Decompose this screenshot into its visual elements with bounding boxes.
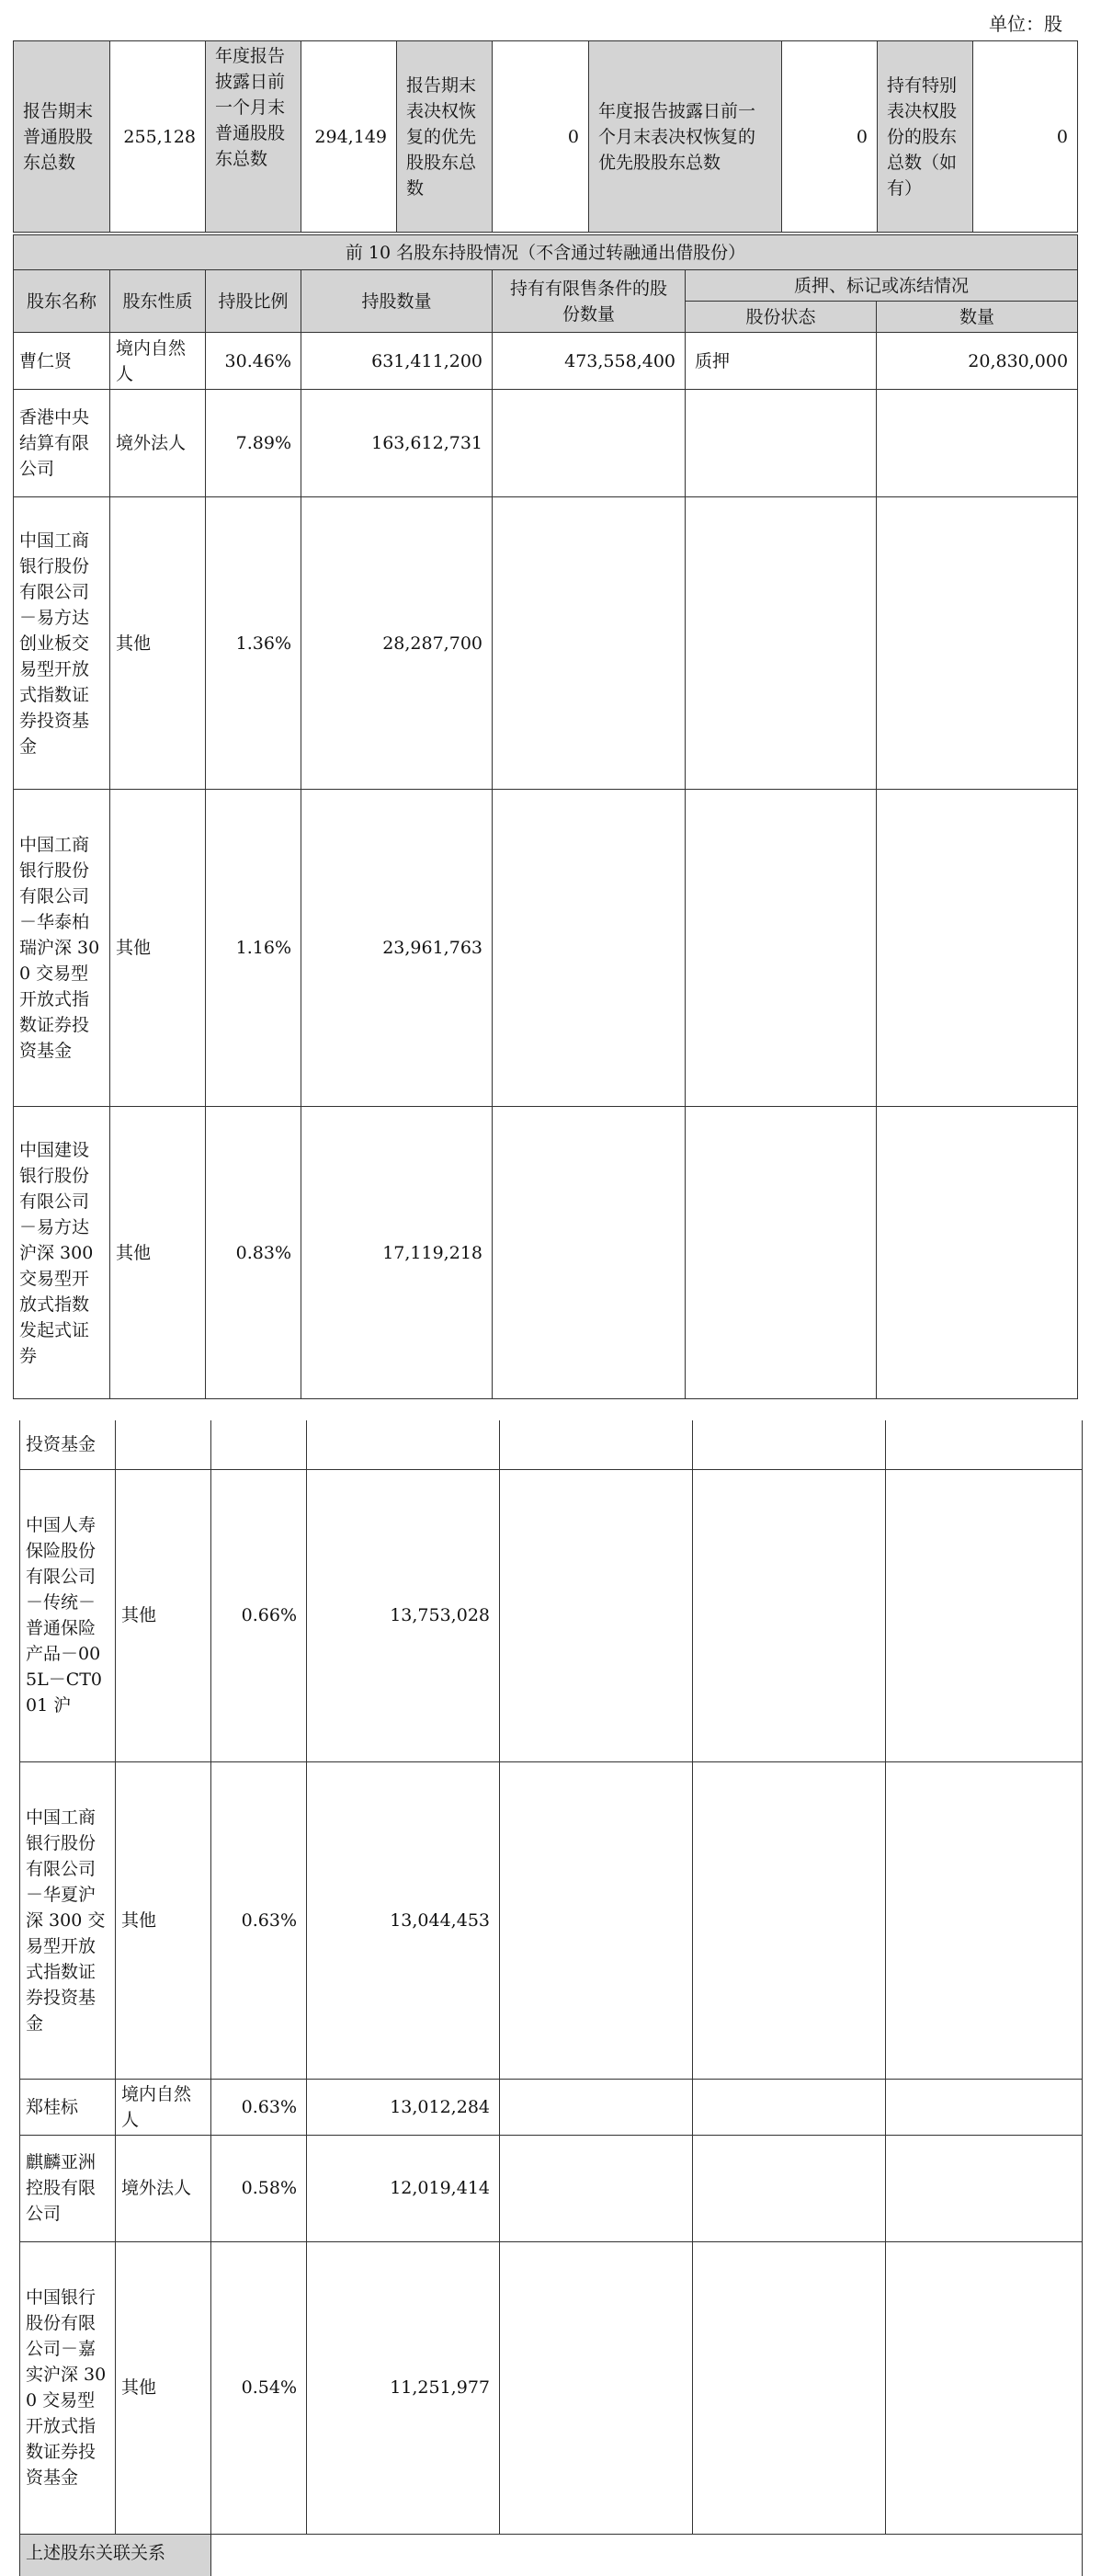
table-row (14, 790, 1078, 1107)
cell-pledge-status (693, 1420, 886, 1469)
cell-quantity: 11,251,977 (307, 2241, 500, 2534)
cell-ratio (211, 1420, 307, 1469)
cell-nature: 其他 (116, 1761, 211, 2079)
table-row (20, 1761, 1083, 2079)
cell-name: 郑桂标 (20, 2079, 116, 2135)
cell-pledge-status (693, 1469, 886, 1761)
cell-nature: 其他 (110, 497, 206, 790)
summary-value-preferred-restored: 0 (493, 41, 589, 233)
cell-quantity (307, 1420, 500, 1469)
cell-ratio: 1.16% (206, 790, 301, 1107)
summary-value-preferred-restored-prior-month: 0 (782, 41, 878, 233)
cell-related-party-value (211, 2534, 1083, 2576)
cell-nature: 其他 (116, 1469, 211, 1761)
cell-name: 曹仁贤 (14, 333, 110, 390)
header-quantity: 持股数量 (301, 270, 493, 333)
header-nature: 股东性质 (110, 270, 206, 333)
cell-pledge-quantity (886, 2079, 1083, 2135)
cell-ratio: 7.89% (206, 390, 301, 497)
cell-name: 中国人寿保险股份有限公司－传统－普通保险产品－005L－CT001 沪 (20, 1469, 116, 1761)
summary-value-special-voting: 0 (973, 41, 1078, 233)
cell-pledge-quantity (877, 790, 1078, 1107)
cell-ratio: 0.66% (211, 1469, 307, 1761)
cell-name: 中国银行股份有限公司－嘉实沪深 300 交易型开放式指数证券投资基金 (20, 2241, 116, 2534)
cell-restricted (500, 2135, 693, 2241)
header-ratio: 持股比例 (206, 270, 301, 333)
cell-ratio: 1.36% (206, 497, 301, 790)
cell-pledge-quantity (886, 1420, 1083, 1469)
table-row (20, 2534, 1083, 2576)
cell-pledge-quantity (877, 497, 1078, 790)
table-row (20, 2135, 1083, 2241)
cell-quantity: 13,753,028 (307, 1469, 500, 1761)
header-restricted: 持有有限售条件的股份数量 (493, 270, 686, 333)
cell-ratio: 0.83% (206, 1107, 301, 1399)
table-row (14, 497, 1078, 790)
cell-pledge-quantity (886, 2135, 1083, 2241)
cell-quantity: 23,961,763 (301, 790, 493, 1107)
cell-name: 中国工商银行股份有限公司－华夏沪深 300 交易型开放式指数证券投资基金 (20, 1761, 116, 2079)
cell-pledge-status (686, 390, 877, 497)
cell-ratio: 0.63% (211, 1761, 307, 2079)
cell-quantity: 163,612,731 (301, 390, 493, 497)
top-shareholders-table (13, 234, 1078, 1399)
cell-restricted (500, 1420, 693, 1469)
summary-value-common-holders: 255,128 (110, 41, 206, 233)
cell-nature (116, 1420, 211, 1469)
cell-nature: 其他 (110, 790, 206, 1107)
cell-name-continued: 投资基金 (20, 1420, 116, 1469)
cell-nature: 其他 (116, 2241, 211, 2534)
table-row (20, 1420, 1083, 1469)
cell-pledge-quantity (886, 1761, 1083, 2079)
cell-pledge-quantity (886, 1469, 1083, 1761)
shareholder-summary-table (13, 40, 1078, 233)
cell-quantity: 28,287,700 (301, 497, 493, 790)
cell-ratio: 30.46% (206, 333, 301, 390)
top-shareholders-table-continued (19, 1420, 1083, 2576)
cell-name: 中国建设银行股份有限公司－易方达沪深 300 交易型开放式指数发起式证券 (14, 1107, 110, 1399)
cell-restricted (500, 1469, 693, 1761)
cell-restricted (493, 390, 686, 497)
cell-nature: 境外法人 (116, 2135, 211, 2241)
cell-pledge-quantity (877, 390, 1078, 497)
cell-name: 中国工商银行股份有限公司－易方达创业板交易型开放式指数证券投资基金 (14, 497, 110, 790)
cell-restricted (493, 790, 686, 1107)
cell-quantity: 17,119,218 (301, 1107, 493, 1399)
cell-nature: 境内自然人 (116, 2079, 211, 2135)
cell-restricted (493, 1107, 686, 1399)
cell-pledge-status (686, 1107, 877, 1399)
cell-restricted (493, 497, 686, 790)
cell-pledge-status (686, 790, 877, 1107)
header-pledge-group: 质押、标记或冻结情况 (686, 270, 1078, 302)
cell-quantity: 631,411,200 (301, 333, 493, 390)
summary-label-common-holders-prior-month: 年度报告披露日前一个月末普通股股东总数 (206, 41, 301, 233)
table-row (14, 333, 1078, 390)
cell-pledge-quantity (886, 2241, 1083, 2534)
cell-ratio: 0.58% (211, 2135, 307, 2241)
cell-nature: 其他 (110, 1107, 206, 1399)
cell-name: 中国工商银行股份有限公司－华泰柏瑞沪深 300 交易型开放式指数证券投资基金 (14, 790, 110, 1107)
header-pledge-quantity: 数量 (877, 302, 1078, 333)
summary-label-common-holders: 报告期末普通股股东总数 (14, 41, 110, 233)
table-row (20, 2241, 1083, 2534)
summary-label-special-voting: 持有特别表决权股份的股东总数（如有） (878, 41, 973, 233)
cell-restricted (500, 2241, 693, 2534)
cell-pledge-status: 质押 (686, 333, 877, 390)
cell-ratio: 0.63% (211, 2079, 307, 2135)
cell-quantity: 13,044,453 (307, 1761, 500, 2079)
table-row (20, 1469, 1083, 1761)
cell-nature: 境外法人 (110, 390, 206, 497)
summary-value-common-holders-prior-month: 294,149 (301, 41, 397, 233)
summary-label-preferred-restored-prior-month: 年度报告披露日前一个月末表决权恢复的优先股股东总数 (589, 41, 782, 233)
cell-pledge-status (686, 497, 877, 790)
cell-name: 香港中央结算有限公司 (14, 390, 110, 497)
header-pledge-status: 股份状态 (686, 302, 877, 333)
table-row (14, 1107, 1078, 1399)
unit-label: 单位：股 (989, 13, 1062, 35)
table-row (14, 390, 1078, 497)
section-title: 前 10 名股东持股情况（不含通过转融通出借股份） (14, 235, 1078, 270)
cell-quantity: 13,012,284 (307, 2079, 500, 2135)
cell-pledge-status (693, 2079, 886, 2135)
cell-quantity: 12,019,414 (307, 2135, 500, 2241)
table-row (20, 2079, 1083, 2135)
summary-label-preferred-restored: 报告期末表决权恢复的优先股股东总数 (397, 41, 493, 233)
cell-name: 麒麟亚洲控股有限公司 (20, 2135, 116, 2241)
header-name: 股东名称 (14, 270, 110, 333)
cell-nature: 境内自然人 (110, 333, 206, 390)
cell-restricted (500, 2079, 693, 2135)
cell-related-party-label: 上述股东关联关系 (20, 2534, 211, 2576)
cell-ratio: 0.54% (211, 2241, 307, 2534)
cell-pledge-quantity: 20,830,000 (877, 333, 1078, 390)
cell-restricted (500, 1761, 693, 2079)
cell-pledge-quantity (877, 1107, 1078, 1399)
cell-pledge-status (693, 1761, 886, 2079)
cell-pledge-status (693, 2135, 886, 2241)
cell-restricted: 473,558,400 (493, 333, 686, 390)
cell-pledge-status (693, 2241, 886, 2534)
